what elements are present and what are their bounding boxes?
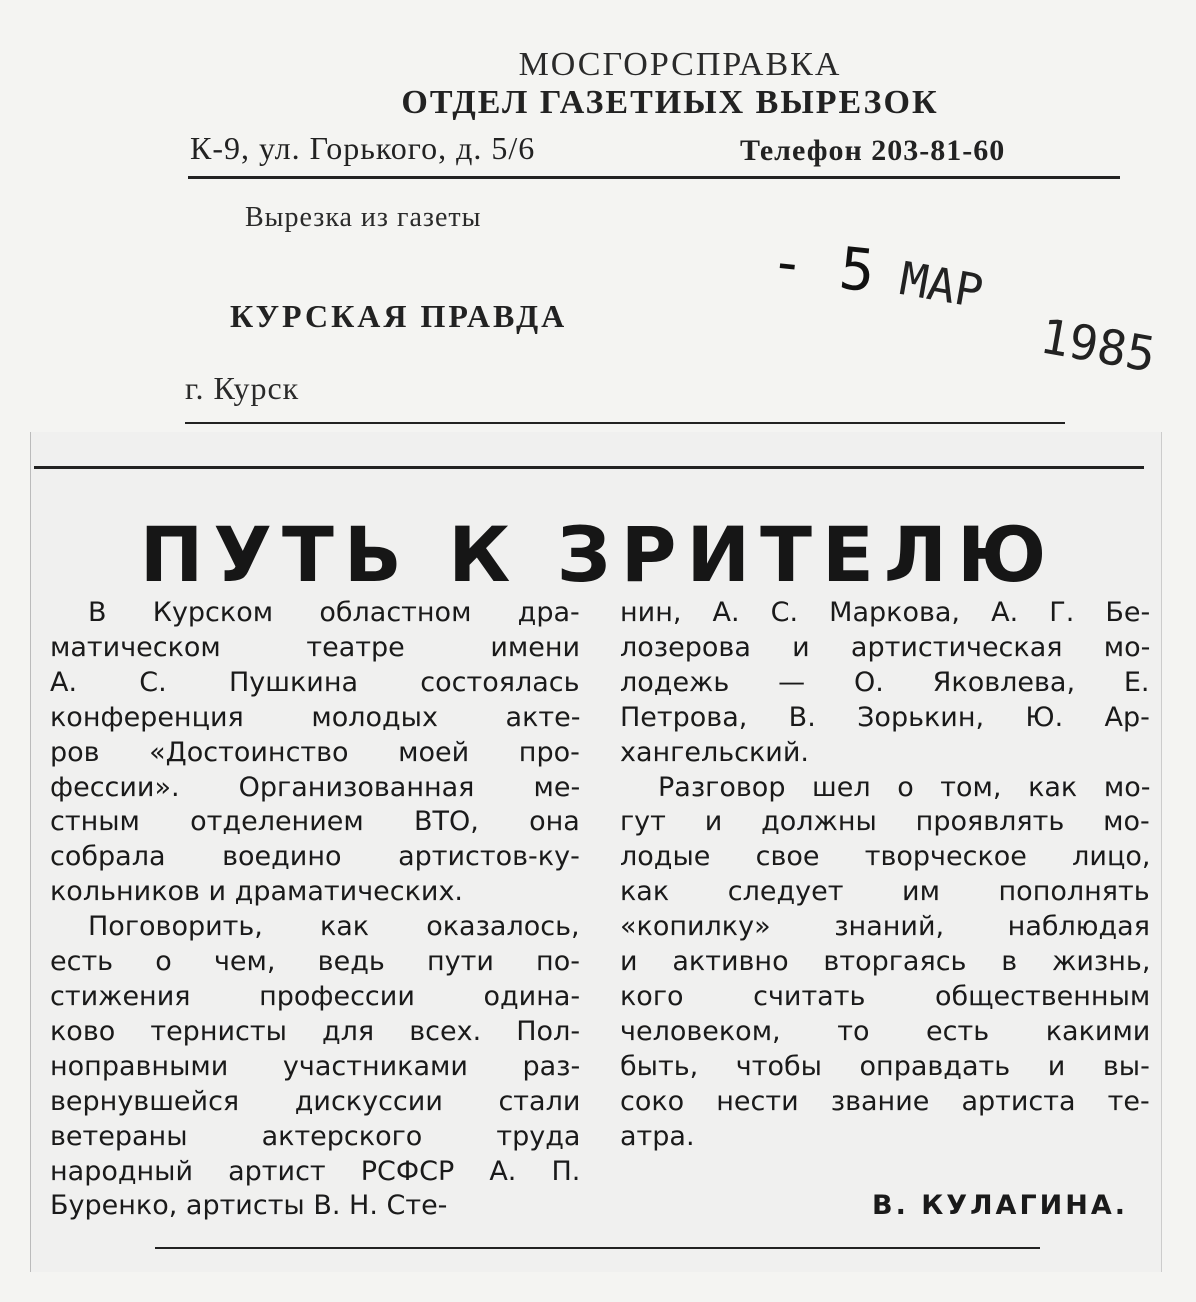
article-line: соко нести звание артиста те- [620,1085,1150,1117]
article-line: Буренко, артисты В. Н. Сте- [50,1190,448,1222]
article-line: быть, чтобы оправдать и вы- [620,1050,1150,1082]
bureau-address: К-9, ул. Горького, д. 5/6 [190,130,536,166]
article-line: стижения профессии одина- [50,980,581,1012]
date-stamp-day: - 5 [766,226,879,306]
article-line: Петрова, В. Зорькин, Ю. Ар- [620,701,1150,733]
article-line: конференция молодых акте- [50,701,581,733]
article-line: народный артист РСФСР А. П. [50,1155,581,1187]
clipping-bottom-rule [155,1247,1040,1249]
article-line: лодежь — О. Яковлева, Е. [620,666,1150,698]
header-rule [188,176,1120,179]
article-line: А. С. Пушкина состоялась [50,666,580,698]
article-line: стным отделением ВТО, она [50,806,580,838]
article-line: кольников и драматических. [50,876,464,908]
clipping-label: Вырезка из газеты [245,202,482,233]
article-line: есть о чем, ведь пути по- [50,946,580,978]
date-stamp-year: 1985 [1036,308,1160,384]
newspaper-name: КУРСКАЯ ПРАВДА [230,298,568,334]
article-line: В Курском областном дра- [88,597,580,628]
article-line: собрала воедино артистов-ку- [50,841,580,873]
article-line: ноправными участниками раз- [50,1050,581,1082]
article-line: гут и должны проявлять мо- [620,806,1150,838]
organization-name: МОСГОРСПРАВКА [518,46,842,83]
article-line: хангельский. [620,736,809,768]
article-line: ров «Достоинство моей про- [50,736,580,768]
article-line: нин, А. С. Маркова, А. Г. Бе- [620,597,1151,628]
article-line: ветераны актерского труда [50,1120,581,1152]
article-line: матическом театре имени [50,631,581,663]
department-name: ОТДЕЛ ГАЗЕТИЫХ ВЫРЕЗОК [401,84,939,121]
article-line: атра. [620,1120,695,1152]
bureau-phone: Телефон 203-81-60 [740,134,1006,167]
article-line: лозерова и артистическая мо- [620,631,1151,663]
article-byline: В. КУЛАГИНА. [872,1190,1128,1221]
article-line: кого считать общественным [620,980,1151,1012]
article-headline: ПУТЬ К ЗРИТЕЛЮ [139,510,1057,599]
date-stamp-month: МАР [895,251,988,319]
newspaper-city: г. Курск [185,370,300,406]
article-column-left [50,596,580,1224]
article-line: лодые свое творческое лицо, [620,841,1151,873]
article-line: ково тернисты для всех. Пол- [50,1015,581,1047]
article-line: человеком, то есть какими [620,1015,1151,1047]
article-line: фессии». Организованная ме- [50,771,581,803]
bureau-header [110,30,1170,440]
article-line: как следует им пополнять [620,876,1150,908]
article-line: Поговорить, как оказалось, [88,911,580,943]
article-line: «копилку» знаний, наблюдая [620,911,1150,943]
article-line: вернувшейся дискуссии стали [50,1085,581,1117]
clipping-top-rule [34,466,1144,469]
city-rule [185,422,1065,424]
article-column-right [620,596,1150,1155]
article-line: и активно вторгаясь в жизнь, [620,946,1151,978]
article-line: Разговор шел о том, как мо- [658,771,1151,803]
